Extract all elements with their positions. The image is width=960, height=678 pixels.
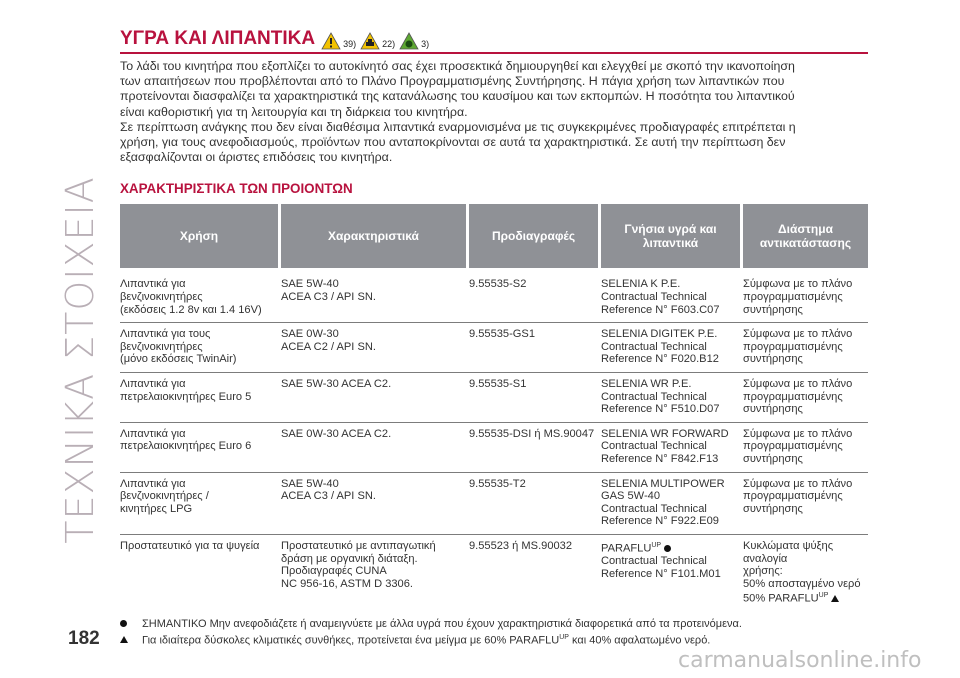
footnote-text: και 40% αφαλατωμένο νερό. (568, 634, 711, 647)
cell-specification (469, 535, 601, 612)
cell-specification (469, 423, 601, 473)
product-characteristics-table (120, 204, 868, 611)
intro-line: των απαιτήσεων που προβλέπονται από το Πλάνο Προγραμματισμένης Συντήρησης. Η πάγια χρήση των λιπαντικών που (120, 74, 785, 89)
warning-ref-1 (321, 32, 356, 50)
cell-characteristics (281, 535, 469, 612)
cell-line: Reference N° F842.F13 (601, 452, 719, 465)
environment-triangle-icon (399, 32, 419, 50)
cell-line: Λιπαντικά για (120, 278, 186, 291)
column-header: Προδιαγραφές (469, 204, 601, 268)
cell-use (120, 373, 281, 423)
caution-triangle-icon (360, 32, 380, 50)
section-title: ΧΑΡΑΚΤΗΡΙΣΤΙΚΑ ΤΩΝ ΠΡΟΙΟΝΤΩΝ (120, 181, 353, 197)
cell-line: Προστατευτικό με αντιπαγωτική (281, 539, 436, 552)
title-row (120, 20, 868, 54)
cell-line: NC 956-16, ASTM D 3306. (281, 577, 413, 590)
fluid-superscript: UP (559, 633, 569, 641)
footnote-text: Για ιδιαίτερα δύσκολες κλιματικές συνθήκες, προτείνεται ένα μείγμα με 60% PARAFLU (142, 634, 560, 647)
intro-paragraph (120, 59, 868, 165)
intro-line: είναι καθοριστική για τη λειτουργία και τη διάρκεια του κινητήρα. (120, 104, 468, 119)
cell-line: προγραμματισμένης (743, 291, 843, 304)
cell-fluid (601, 535, 743, 612)
cell-line: Reference N° F922.E09 (601, 515, 719, 528)
intro-line: Το λάδι του κινητήρα που εξοπλίζει το αυτοκίνητό σας έχει προσεκτικά δημιουργηθεί και ελεγχθεί με σκοπό την ικανοποίηση (120, 59, 795, 73)
cell-interval (743, 423, 868, 473)
cell-line: SELENIA MULTIPOWER (601, 477, 725, 490)
footnote-dot (120, 618, 868, 631)
cell-line: συντήρησης (743, 303, 803, 316)
cell-line: Σύμφωνα με το πλάνο (743, 328, 853, 341)
cell-line: βενζινοκινητήρες / (120, 490, 209, 503)
cell-line: βενζινοκινητήρες (120, 291, 203, 304)
cell-line: GAS 5W-40 (601, 490, 660, 503)
footnotes (120, 618, 868, 648)
cell-line: Reference N° F101.M01 (601, 567, 721, 580)
cell-line: Προστατευτικό για τα ψυγεία (120, 539, 260, 552)
cell-line: Λιπαντικά για τους (120, 328, 211, 341)
footnote-text: ΣΗΜΑΝΤΙΚΟ Μην ανεφοδιάζετε ή αναμειγνύετε με άλλα υγρά που έχουν χαρακτηριστικά διαφορετικά από τα προτεινόμενα. (142, 617, 742, 630)
cell-line: Κυκλώματα ψύξης αναλογία (743, 539, 834, 565)
cell-line: Contractual Technical (601, 502, 707, 515)
column-header: Χρήση (120, 204, 281, 268)
cell-line: Προδιαγραφές CUNA (281, 565, 387, 578)
cell-line: SELENIA K P.E. (601, 278, 681, 291)
cell-line: 9.55535-S1 (469, 377, 527, 390)
cell-line: Σύμφωνα με το πλάνο (743, 278, 853, 291)
cell-line: 50% αποσταγμένο νερό (743, 577, 861, 590)
cell-line: προγραμματισμένης (743, 340, 843, 353)
cell-characteristics (281, 423, 469, 473)
table-row (120, 473, 868, 535)
warning-triangle-icon (321, 32, 341, 50)
fluid-superscript: UP (651, 541, 662, 549)
fluid-superscript: UP (818, 592, 829, 600)
cell-line: Σύμφωνα με το πλάνο (743, 477, 853, 490)
table-row (120, 373, 868, 423)
warning-ref-2 (360, 32, 395, 50)
warning-ref-text: 22) (382, 39, 396, 49)
cell-fluid (601, 323, 743, 373)
column-header: Χαρακτηριστικά (281, 204, 469, 268)
cell-line: πετρελαιοκινητήρες Euro 5 (120, 390, 252, 403)
cell-characteristics (281, 373, 469, 423)
table-row (120, 323, 868, 373)
cell-use (120, 535, 281, 612)
cell-line: Contractual Technical (601, 390, 707, 403)
cell-line: 9.55535-DSI ή MS.90047 (469, 427, 595, 440)
cell-line: συντήρησης (743, 452, 803, 465)
cell-line: Contractual Technical (601, 340, 707, 353)
section-side-label: ΤΕΧΝΙΚΑ ΣΤΟΙΧΕΙΑ (58, 176, 102, 544)
cell-specification (469, 473, 601, 535)
cell-interval (743, 473, 868, 535)
cell-line: Reference N° F020.B12 (601, 353, 719, 366)
cell-characteristics (281, 473, 469, 535)
cell-use (120, 473, 281, 535)
cell-line: 9.55535-T2 (469, 477, 526, 490)
cell-line: προγραμματισμένης (743, 390, 843, 403)
cell-line: SELENIA WR FORWARD (601, 427, 729, 440)
cell-line: (μόνο εκδόσεις TwinAir) (120, 353, 237, 366)
intro-line: εξασφαλίζονται οι άριστες επιδόσεις του κινητήρα. (120, 150, 393, 165)
cell-line: πετρελαιοκινητήρες Euro 6 (120, 440, 252, 453)
cell-line: δράση με οργανική διάταξη. (281, 552, 418, 565)
cell-line: Contractual Technical (601, 291, 707, 304)
dot-note-icon (120, 620, 127, 627)
cell-line: προγραμματισμένης (743, 490, 843, 503)
table-row (120, 268, 868, 323)
cell-specification (469, 268, 601, 323)
cell-line: SELENIA WR P.E. (601, 377, 692, 390)
column-header: Διάστημα αντικατάστασης (743, 204, 868, 268)
cell-fluid (601, 473, 743, 535)
cell-interval (743, 535, 868, 612)
page-content (120, 20, 868, 647)
cell-use (120, 268, 281, 323)
cell-interval (743, 268, 868, 323)
footnote-triangle (120, 631, 868, 648)
table-header-row (120, 204, 868, 268)
cell-line: SAE 0W-30 ACEA C2. (281, 427, 392, 440)
cell-line: SAE 5W-40 (281, 477, 339, 490)
warning-ref-text: 39) (343, 39, 357, 49)
cell-interval (743, 373, 868, 423)
triangle-note-icon (831, 595, 839, 602)
cell-line: SAE 5W-30 ACEA C2. (281, 377, 392, 390)
table-row (120, 535, 868, 612)
cell-fluid (601, 423, 743, 473)
cell-line: Λιπαντικά για (120, 377, 186, 390)
cell-specification (469, 323, 601, 373)
cell-line: (εκδόσεις 1.2 8v και 1.4 16V) (120, 303, 262, 316)
cell-line: 9.55535-GS1 (469, 328, 535, 341)
table-row (120, 423, 868, 473)
triangle-note-icon (120, 636, 128, 643)
cell-line: Λιπαντικά για (120, 427, 186, 440)
cell-line: ACEA C3 / API SN. (281, 291, 376, 304)
page-number: 182 (68, 628, 100, 649)
cell-line: SAE 5W-40 (281, 278, 339, 291)
cell-line: προγραμματισμένης (743, 440, 843, 453)
column-header: Γνήσια υγρά και λιπαντικά (601, 204, 743, 268)
cell-line: χρήσης: (743, 565, 783, 578)
cell-line: συντήρησης (743, 403, 803, 416)
cell-line: Σύμφωνα με το πλάνο (743, 427, 853, 440)
cell-line: 50% PARAFLU (743, 592, 819, 605)
intro-line: Σε περίπτωση ανάγκης που δεν είναι διαθέσιμα λιπαντικά εναρμονισμένα με τις συγκεκριμένες προδιαγραφές επιτρέπεται η (120, 119, 796, 134)
cell-use (120, 323, 281, 373)
cell-line: Reference N° F603.C07 (601, 303, 720, 316)
cell-line: 9.55523 ή MS.90032 (469, 539, 573, 552)
intro-line: χρήση, για τους ανεφοδιασμούς, προϊόντων που ανταποκρίνονται σε αυτά τα χαρακτηριστικά. Σε αυτή την περίπτωση δεν (120, 135, 786, 150)
cell-characteristics (281, 323, 469, 373)
cell-line: ACEA C2 / API SN. (281, 340, 376, 353)
intro-line: προτείνονται διασφαλίζει τα χαρακτηριστικά της κατανάλωσης του καυσίμου και των εκπομπών. Η ποσότητα του λιπαντικού (120, 89, 795, 104)
cell-line: Contractual Technical (601, 440, 707, 453)
cell-line: Contractual Technical (601, 555, 707, 568)
cell-line: συντήρησης (743, 502, 803, 515)
watermark: carmanualsonline.info (678, 648, 922, 673)
dot-note-icon (664, 545, 671, 552)
cell-line: 9.55535-S2 (469, 278, 527, 291)
cell-line: βενζινοκινητήρες (120, 340, 203, 353)
cell-line: Λιπαντικά για (120, 477, 186, 490)
cell-line: συντήρησης (743, 353, 803, 366)
cell-line: ACEA C3 / API SN. (281, 490, 376, 503)
cell-specification (469, 373, 601, 423)
cell-line: SELENIA DIGITEK P.E. (601, 328, 718, 341)
cell-interval (743, 323, 868, 373)
cell-fluid (601, 268, 743, 323)
fluid-name: PARAFLU (601, 542, 652, 555)
cell-fluid (601, 373, 743, 423)
cell-use (120, 423, 281, 473)
cell-characteristics (281, 268, 469, 323)
cell-line: SAE 0W-30 (281, 328, 339, 341)
cell-line: Σύμφωνα με το πλάνο (743, 377, 853, 390)
cell-line: κινητήρες LPG (120, 502, 193, 515)
warning-ref-text: 3) (421, 39, 430, 49)
page-title: ΥΓΡΑ ΚΑΙ ΛΙΠΑΝΤΙΚΑ (120, 28, 316, 49)
warning-ref-3 (399, 32, 429, 50)
cell-line: Reference N° F510.D07 (601, 403, 720, 416)
